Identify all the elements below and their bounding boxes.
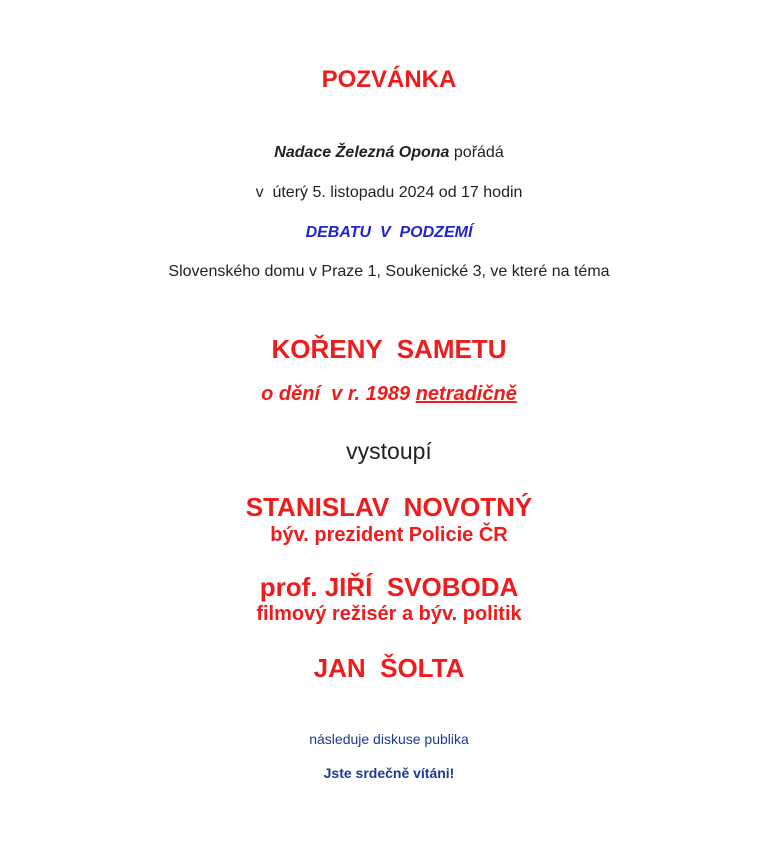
event-date: v úterý 5. listopadu 2024 od 17 hodin (255, 184, 523, 201)
welcome-note: Jste srdečně vítáni! (323, 765, 455, 781)
event-venue: Slovenského domu v Praze 1, Soukenické 3, ve které na téma (168, 263, 610, 280)
subtitle-prefix: o dění v r. 1989 (261, 383, 416, 405)
speaker-name: STANISLAV NOVOTNÝ (245, 492, 533, 522)
topic-subtitle (0, 384, 778, 404)
speaker-role: býv. prezident Policie ČR (270, 524, 508, 546)
debate-topic: KOŘENY SAMETU (271, 334, 507, 364)
organizer-verb: pořádá (449, 144, 504, 161)
event-name: DEBATU V PODZEMÍ (305, 224, 473, 241)
discussion-note: následuje diskuse publika (309, 731, 469, 747)
speaker-name: JAN ŠOLTA (313, 653, 465, 683)
speakers-intro: vystoupí (346, 438, 432, 464)
invitation-title: POZVÁNKA (321, 66, 457, 93)
organizer-line (0, 145, 778, 161)
subtitle-underlined: netradičně (415, 383, 517, 405)
speaker-name: prof. JIŘÍ SVOBODA (259, 572, 519, 602)
organizer-name: Nadace Železná Opona (274, 144, 450, 161)
speaker-role: filmový režisér a býv. politik (256, 603, 522, 625)
